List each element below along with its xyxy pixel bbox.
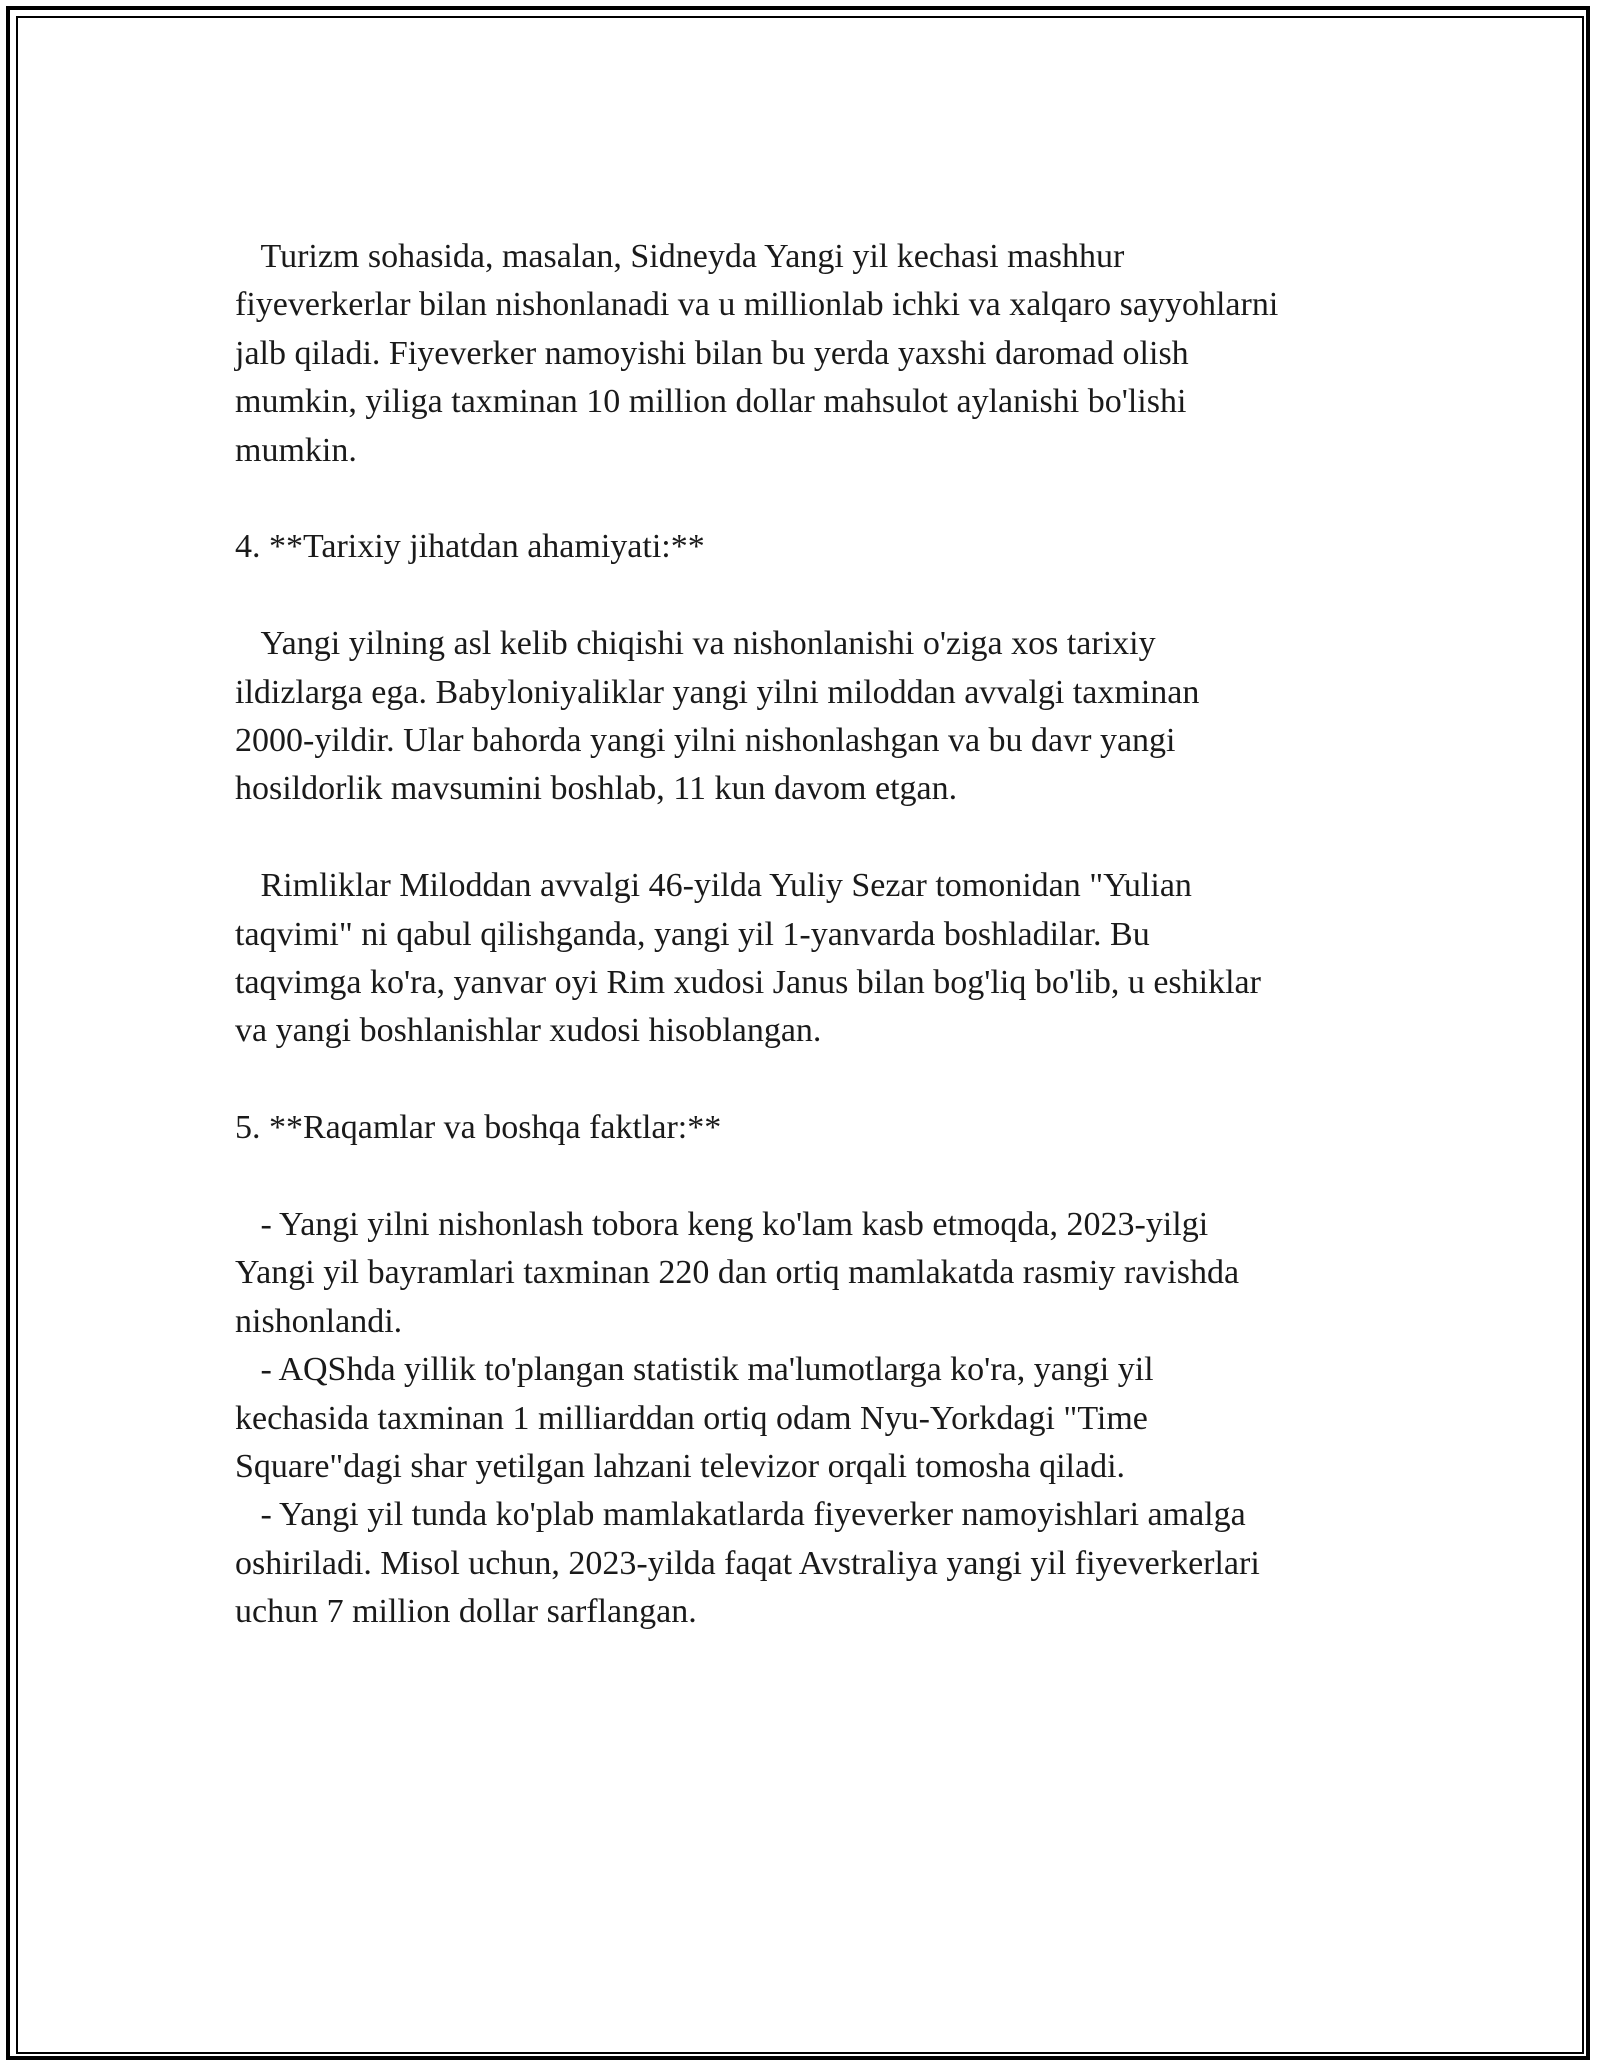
text-line: 2000-yildir. Ular bahorda yangi yilni nishonlashgan va bu davr yangi [235, 722, 1176, 760]
blank-line [235, 814, 1395, 862]
text-line: taqvimi" ni qabul qilishganda, yangi yil 1-yanvarda boshladilar. Bu [235, 915, 1150, 953]
blank-line [235, 475, 1395, 523]
list-item-line: uchun 7 million dollar sarflangan. [235, 1593, 697, 1631]
blank-line [235, 572, 1395, 620]
list-item-line: - Yangi yil tunda ko'plab mamlakatlarda fiyeverker namoyishlari amalga [235, 1496, 1246, 1534]
text-line: va yangi boshlanishlar xudosi hisoblangan. [235, 1012, 822, 1050]
list-item-line: - Yangi yilni nishonlash tobora keng ko'lam kasb etmoqda, 2023-yilgi [235, 1206, 1209, 1244]
list-item-line: Square"dagi shar yetilgan lahzani televizor orqali tomosha qiladi. [235, 1448, 1126, 1486]
text-line: hosildorlik mavsumini boshlab, 11 kun davom etgan. [235, 770, 958, 808]
list-item-line: kechasida taxminan 1 milliarddan ortiq odam Nyu-Yorkdagi "Time [235, 1399, 1148, 1437]
blank-line [235, 1153, 1395, 1201]
paragraph-tourism [235, 233, 1395, 475]
facts-list [235, 1201, 1395, 1637]
list-item-line: oshiriladi. Misol uchun, 2023-yilda faqat Avstraliya yangi yil fiyeverkerlari [235, 1544, 1260, 1582]
document-body [235, 233, 1395, 1637]
text-line: taqvimga ko'ra, yanvar oyi Rim xudosi Janus bilan bog'liq bo'lib, u eshiklar [235, 964, 1261, 1002]
text-line: mumkin, yiliga taxminan 10 million dollar mahsulot aylanishi bo'lishi [235, 383, 1187, 421]
section-heading: 4. **Tarixiy jihatdan ahamiyati:** [235, 528, 705, 566]
blank-line [235, 1056, 1395, 1104]
list-item-line: Yangi yil bayramlari taxminan 220 dan ortiq mamlakatda rasmiy ravishda [235, 1254, 1240, 1292]
paragraph-origins [235, 620, 1395, 814]
text-line: Yangi yilning asl kelib chiqishi va nishonlanishi o'ziga xos tarixiy [235, 625, 1156, 663]
text-line: jalb qiladi. Fiyeverker namoyishi bilan bu yerda yaxshi daromad olish [235, 334, 1189, 372]
text-line: Rimliklar Miloddan avvalgi 46-yilda Yuliy Sezar tomonidan "Yulian [235, 867, 1192, 905]
list-item-line: nishonlandi. [235, 1302, 403, 1340]
heading-historical-importance [235, 523, 1395, 571]
text-line: ildizlarga ega. Babyloniyaliklar yangi yilni miloddan avvalgi taxminan [235, 673, 1200, 711]
section-heading: 5. **Raqamlar va boshqa faktlar:** [235, 1109, 722, 1147]
heading-numbers-facts [235, 1104, 1395, 1152]
text-line: fiyeverkerlar bilan nishonlanadi va u millionlab ichki va xalqaro sayyohlarni [235, 286, 1279, 324]
paragraph-romans [235, 862, 1395, 1056]
text-line: Turizm sohasida, masalan, Sidneyda Yangi yil kechasi mashhur [235, 238, 1125, 275]
list-item-line: - AQShda yillik to'plangan statistik ma'lumotlarga ko'ra, yangi yil [235, 1351, 1154, 1389]
text-line: mumkin. [235, 431, 357, 469]
